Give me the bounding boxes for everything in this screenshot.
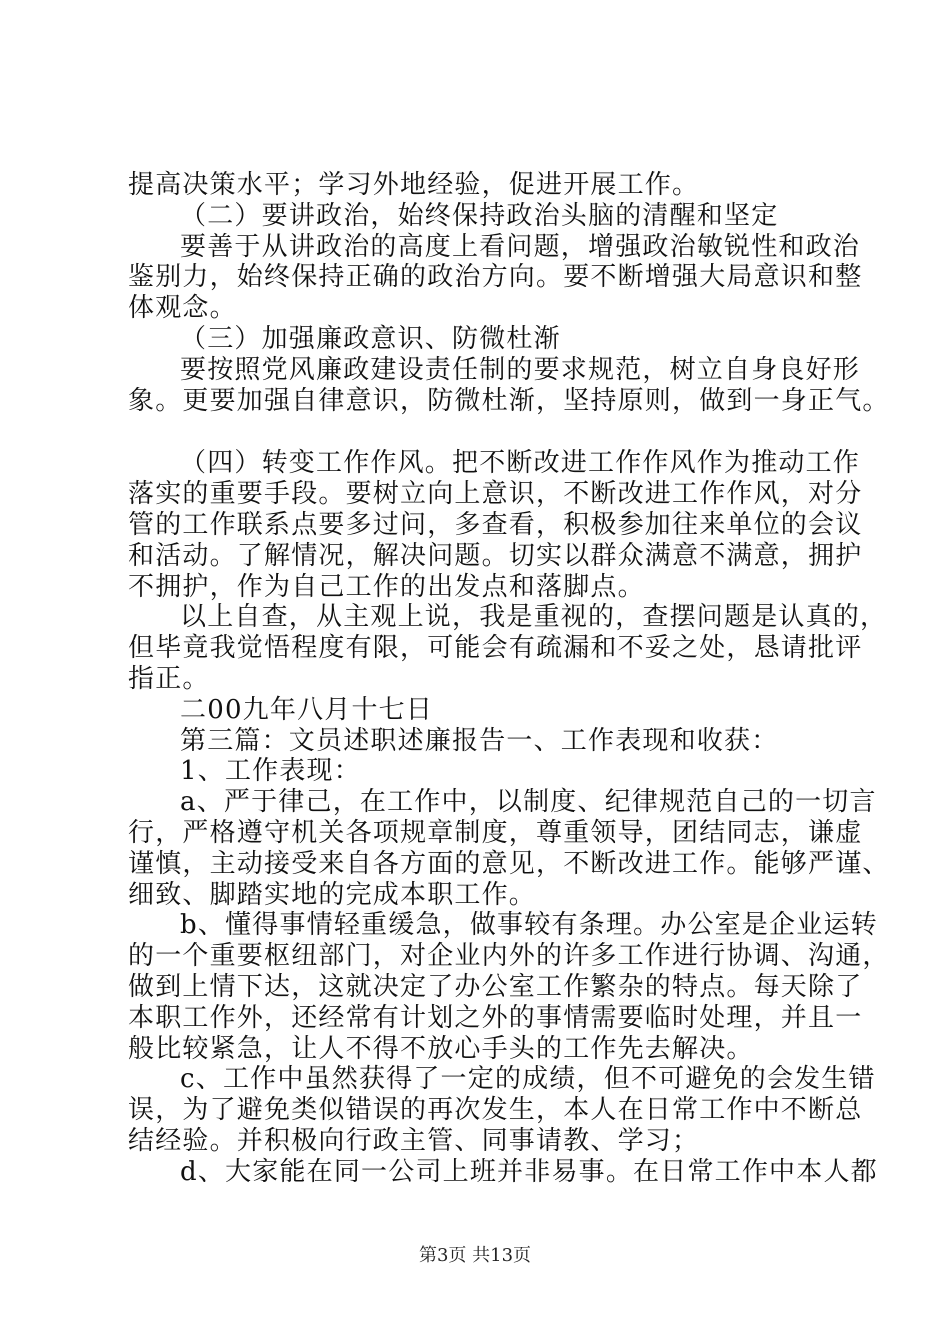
text-line: a、严于律己，在工作中，以制度、纪律规范自己的一切言 (180, 787, 877, 818)
text-line: 二00九年八月十七日 (180, 694, 434, 725)
text-line: 落实的重要手段。要树立向上意识，不断改进工作作风，对分 (128, 479, 863, 510)
text-line: 本职工作外，还经常有计划之外的事情需要临时处理，并且一 (128, 1002, 863, 1033)
text-line: 提高决策水平；学习外地经验，促进开展工作。 (128, 170, 700, 200)
text-line: 指正。 (128, 663, 210, 694)
text-line: 的一个重要枢纽部门，对企业内外的许多工作进行协调、沟通， (128, 941, 890, 972)
text-line: 要按照党风廉政建设责任制的要求规范，树立自身良好形 (180, 354, 861, 385)
text-line: d、大家能在同一公司上班并非易事。在日常工作中本人都 (180, 1156, 878, 1187)
text-line: 体观念。 (128, 293, 237, 324)
text-line: 鉴别力，始终保持正确的政治方向。要不断增强大局意识和整 (128, 262, 863, 293)
text-line: （四）转变工作作风。把不断改进工作作风作为推动工作 (180, 448, 861, 479)
text-line: 行，严格遵守机关各项规章制度，尊重领导，团结同志，谦虚 (128, 817, 863, 848)
text-line: 管的工作联系点要多过问，多查看，积极参加往来单位的会议 (128, 509, 863, 540)
text-line: （三）加强廉政意识、防微杜渐 (180, 323, 561, 354)
text-line: 误，为了避免类似错误的再次发生，本人在日常工作中不断总 (128, 1095, 863, 1126)
paragraph-gap (128, 416, 838, 448)
text-line: 不拥护，作为自己工作的出发点和落脚点。 (128, 571, 645, 602)
text-line: 般比较紧急，让人不得不放心手头的工作先去解决。 (128, 1033, 754, 1064)
text-line: （二）要讲政治，始终保持政治头脑的清醒和坚定 (180, 200, 779, 231)
text-line: c、工作中虽然获得了一定的成绩，但不可避免的会发生错 (180, 1064, 876, 1095)
text-line: 象。更要加强自律意识，防微杜渐，坚持原则，做到一身正气。 (128, 385, 890, 416)
text-line: 做到上情下达，这就决定了办公室工作繁杂的特点。每天除了 (128, 971, 863, 1002)
text-line: 要善于从讲政治的高度上看问题，增强政治敏锐性和政治 (180, 231, 861, 262)
page-footer: 第3页 共13页 (418, 1245, 532, 1266)
text-line: 第三篇：文员述职述廉报告一、工作表现和收获： (180, 725, 779, 756)
text-line: 细致、脚踏实地的完成本职工作。 (128, 879, 537, 910)
text-line: 但毕竟我觉悟程度有限，可能会有疏漏和不妥之处，恳请批评 (128, 633, 863, 664)
text-line: 结经验。并积极向行政主管、同事请教、学习； (128, 1125, 700, 1156)
text-line: 和活动。了解情况，解决问题。切实以群众满意不满意，拥护 (128, 540, 863, 571)
text-line: 谨慎，主动接受来自各方面的意见，不断改进工作。能够严谨、 (128, 848, 890, 879)
document-body (128, 170, 890, 1188)
text-line: 以上自查，从主观上说，我是重视的，查摆问题是认真的， (180, 602, 888, 633)
text-line: 1、工作表现： (180, 756, 361, 787)
text-line: b、懂得事情轻重缓急，做事较有条理。办公室是企业运转 (180, 910, 878, 941)
